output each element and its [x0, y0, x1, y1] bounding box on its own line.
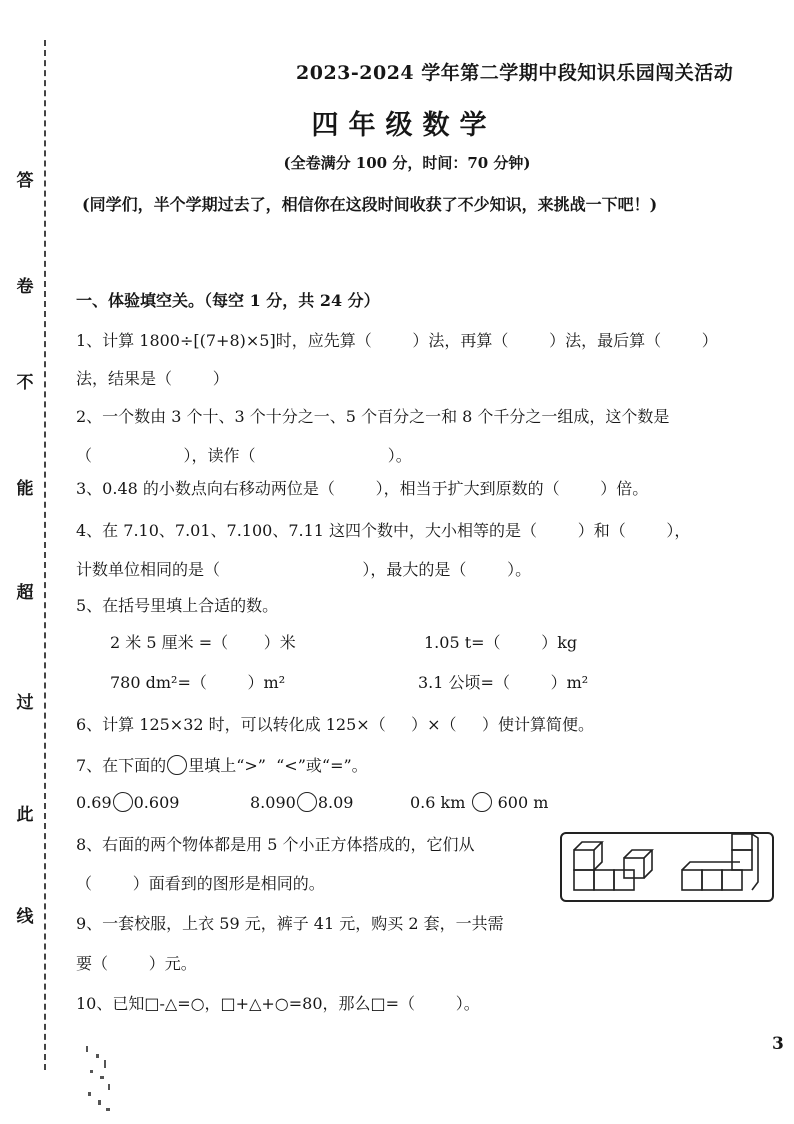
question-7-b-right: 8.09	[317, 793, 354, 812]
question-7-a-right: 0.609	[133, 793, 180, 812]
question-2-line-2: （ ），读作（ ）。	[76, 446, 412, 465]
answer-circle-c[interactable]	[472, 792, 492, 812]
margin-char-1: 答	[16, 171, 34, 191]
question-7-b-left: 8.090	[250, 793, 296, 812]
question-4-line-2: 计数单位相同的是（ ），最大的是（ ）。	[76, 560, 532, 579]
page-mark: 3	[772, 1034, 784, 1054]
question-8-line-2: （ ）面看到的图形是相同的。	[76, 874, 325, 893]
question-7-prefix: 7、在下面的	[76, 756, 167, 775]
section-1-heading: 一、体验填空关。（每空 1 分，共 24 分）	[76, 291, 380, 310]
question-7-item-b	[250, 792, 353, 814]
question-1-line-1: 1、计算 1800÷[(7+8)×5]时，应先算（ ）法，再算（ ）法，最后算（ ）	[76, 331, 718, 350]
question-5-c: 780 dm²=（ ）m²	[110, 673, 286, 692]
answer-circle-a[interactable]	[113, 792, 133, 812]
encouragement-text: (同学们，半个学期过去了，相信你在这段时间收获了不少知识，来挑战一下吧！)	[82, 195, 658, 214]
exam-subject: 四年级数学	[311, 110, 497, 141]
question-5-a: 2 米 5 厘米 =（ ）米	[110, 633, 296, 652]
question-5-d: 3.1 公顷=（ ）m²	[418, 673, 589, 692]
question-4-line-1: 4、在 7.10、7.01、7.100、7.11 这四个数中，大小相等的是（ ）和（ ），	[76, 521, 691, 540]
question-7-c-right: 600 m	[497, 793, 549, 812]
score-note: (全卷满分 100 分，时间：70 分钟)	[283, 154, 531, 172]
question-7	[76, 755, 368, 777]
margin-char-8: 线	[16, 907, 34, 927]
question-2-line-1: 2、一个数由 3 个十、3 个十分之一、5 个百分之一和 8 个千分之一组成，这个数是	[76, 407, 670, 426]
question-1-line-2: 法，结果是（ ）	[76, 369, 229, 388]
cube-figures-icon	[562, 834, 772, 900]
question-7-item-a	[76, 792, 179, 814]
question-7-suffix: 里填上“>” “<”或“=”。	[188, 756, 368, 775]
question-9-line-1: 9、一套校服，上衣 59 元，裤子 41 元，购买 2 套，一共需	[76, 914, 504, 933]
margin-char-7: 此	[16, 805, 34, 825]
question-7-c-left: 0.6 km	[410, 793, 466, 812]
question-5-b: 1.05 t=（ ）kg	[424, 633, 578, 652]
question-6: 6、计算 125×32 时，可以转化成 125×（ ）×（ ）使计算简便。	[76, 715, 594, 734]
question-8-line-1: 8、右面的两个物体都是用 5 个小正方体搭成的，它们从	[76, 835, 475, 854]
exam-title: 2023-2024 学年第二学期中段知识乐园闯关活动	[296, 62, 734, 84]
comparison-circle-icon	[167, 755, 187, 775]
margin-char-2: 卷	[16, 277, 34, 297]
answer-circle-b[interactable]	[297, 792, 317, 812]
margin-char-4: 能	[16, 479, 34, 499]
question-10: 10、已知□-△=○，□+△+○=80，那么□=（ ）。	[76, 994, 480, 1013]
margin-char-6: 过	[16, 693, 34, 713]
cut-line	[44, 40, 46, 1070]
margin-char-5: 超	[16, 583, 34, 603]
scan-noise-mark	[82, 1040, 122, 1120]
cube-figures-box	[560, 832, 774, 902]
question-9-line-2: 要（ ）元。	[76, 954, 197, 973]
question-7-item-c	[410, 792, 548, 814]
question-7-a-left: 0.69	[76, 793, 112, 812]
question-5: 5、在括号里填上合适的数。	[76, 596, 279, 615]
question-3: 3、0.48 的小数点向右移动两位是（ ），相当于扩大到原数的（ ）倍。	[76, 479, 649, 498]
margin-char-3: 不	[16, 373, 34, 393]
